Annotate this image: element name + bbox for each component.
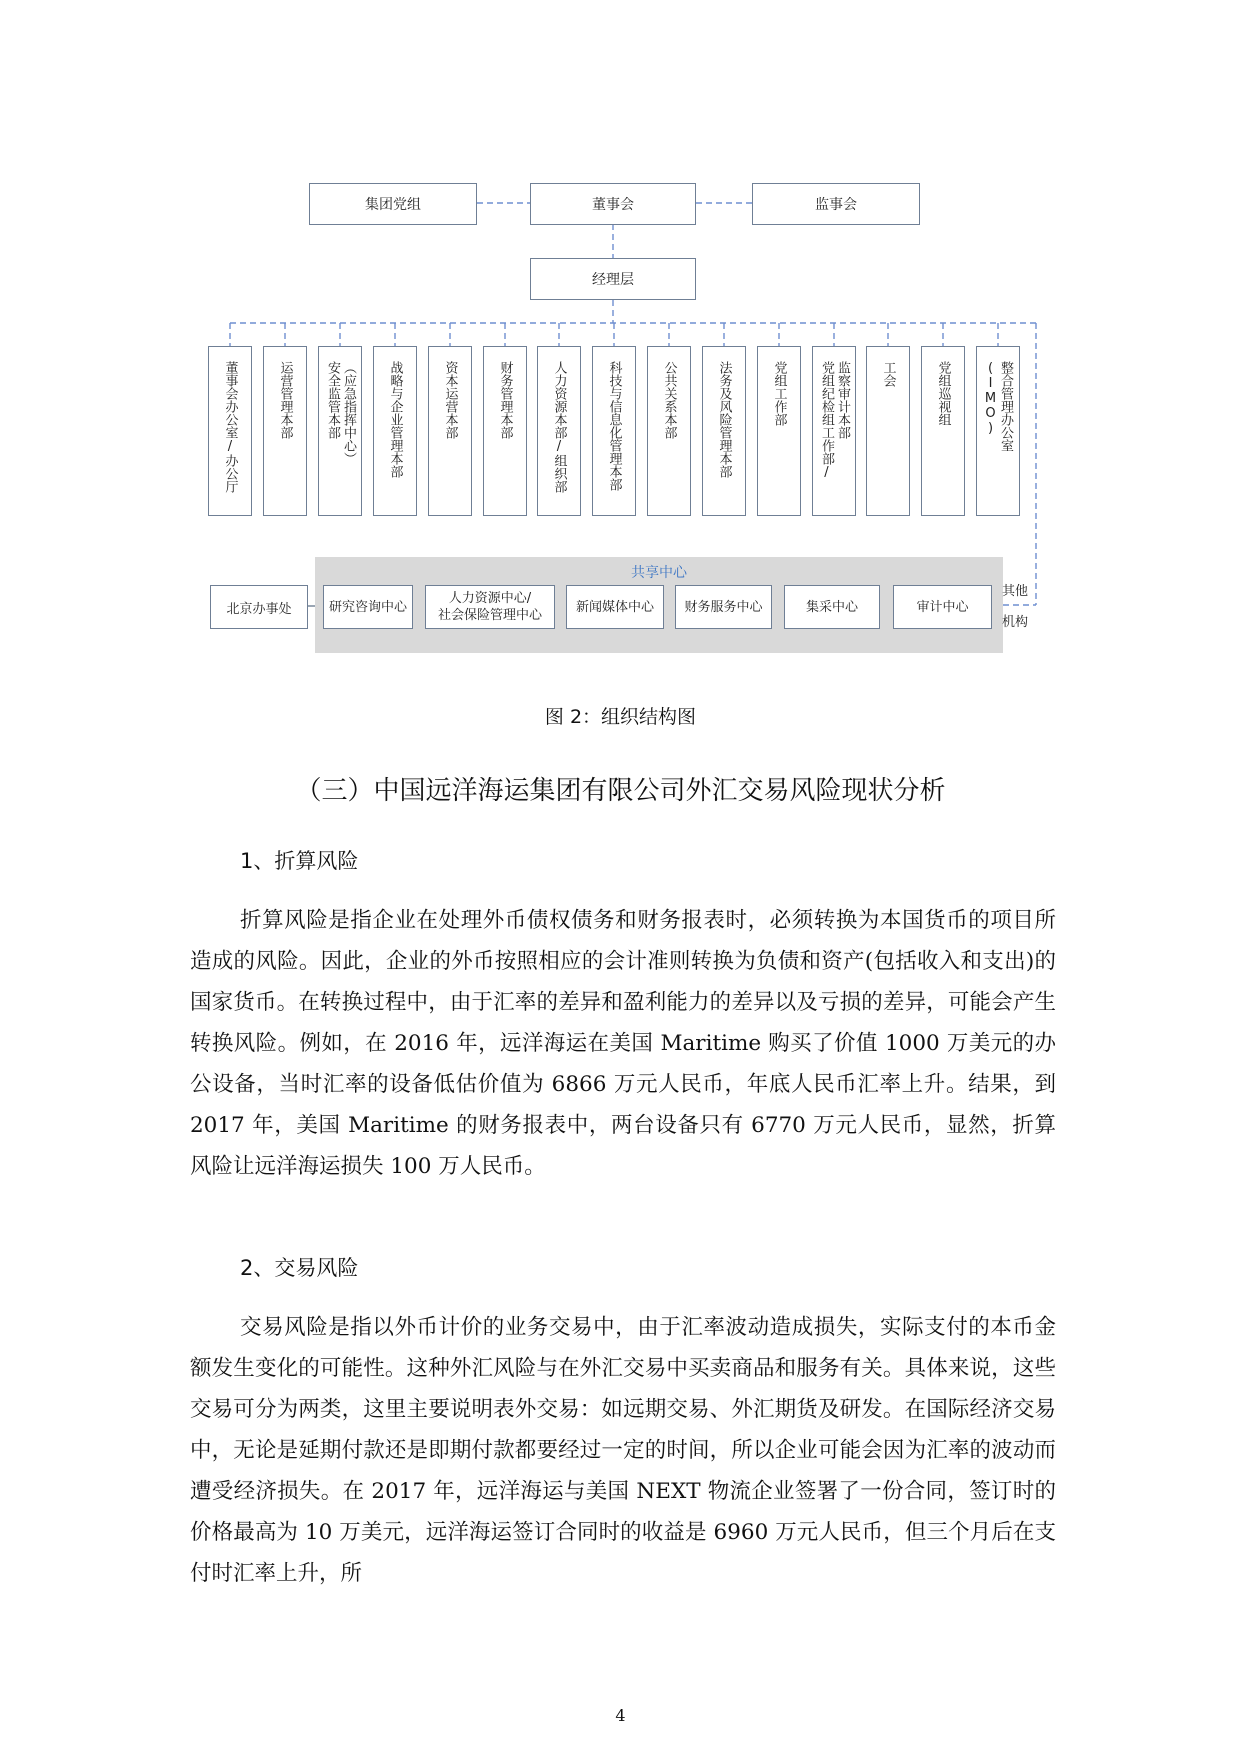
org-dept-label: 资本运营本部 bbox=[442, 361, 458, 439]
org-box-party-group bbox=[309, 183, 477, 225]
subheading-translation-risk: 1、折算风险 bbox=[240, 849, 359, 873]
shared-center-box bbox=[566, 585, 664, 629]
org-dept-label: 人力资源本部/组织部 bbox=[551, 361, 567, 493]
org-box-supervisors bbox=[752, 183, 920, 225]
org-dept bbox=[812, 346, 856, 516]
org-dept-label: 董事会办公室/办公厅 bbox=[222, 361, 238, 493]
org-dept bbox=[866, 346, 910, 516]
other-label-top: 其他 bbox=[1002, 584, 1029, 599]
org-box-label: 集团党组 bbox=[365, 197, 421, 213]
org-dept bbox=[921, 346, 965, 516]
org-dept-label: 工会 bbox=[880, 361, 896, 387]
org-dept-label: 战略与企业管理本部 bbox=[387, 361, 403, 478]
org-dept bbox=[647, 346, 691, 516]
org-dept-label: 党组工作部 bbox=[771, 361, 787, 426]
org-box-label: 监事会 bbox=[815, 197, 857, 213]
org-dept-label: 党组纪检组工作部/ bbox=[819, 361, 834, 480]
org-dept bbox=[373, 346, 417, 516]
org-dept bbox=[428, 346, 472, 516]
shared-center-box bbox=[323, 585, 413, 629]
org-dept-label: 运营管理本部 bbox=[277, 361, 293, 439]
other-label-bottom: 机构 bbox=[1002, 615, 1029, 630]
org-dept bbox=[757, 346, 801, 516]
shared-center-label: 新闻媒体中心 bbox=[575, 599, 654, 615]
shared-center-label: 财务服务中心 bbox=[684, 599, 763, 615]
org-dept-label: 公共关系本部 bbox=[661, 361, 677, 439]
shared-center-box bbox=[893, 585, 992, 629]
page-number: 4 bbox=[615, 1706, 626, 1725]
paragraph-translation-risk: 折算风险是指企业在处理外币债权债务和财务报表时，必须转换为本国货币的项目所造成的风险。因此，企业的外币按照相应的会计准则转换为负债和资产(包括收入和支出)的国家货币。在转换过程中，由于汇率的差异和盈利能力的差异以及亏损的差异，可能会产生转换风险。例如，在 2016 年，远洋海运在美国 Maritime 购买了价值 1000 万美元的办公设备，当时汇率的设备低估价值为 6866 万元人民币，年底人民币汇率上升。结果，到 2017 年，美国 Maritime 的财务报表中，两台设备只有 6770 万元人民币，显然，折算风险让远洋海运损失 100 万人民币。 bbox=[190, 908, 1056, 1179]
org-box-label: 经理层 bbox=[592, 272, 634, 288]
org-dept-label: 财务管理本部 bbox=[497, 361, 513, 439]
org-dept bbox=[318, 346, 362, 516]
org-dept-label: 安全监管本部 bbox=[325, 361, 340, 439]
figure-caption: 图 2：组织结构图 bbox=[544, 706, 697, 728]
org-dept bbox=[208, 346, 252, 516]
org-dept bbox=[976, 346, 1020, 516]
shared-center-label: 集采中心 bbox=[805, 599, 858, 615]
org-dept-label: （应急指挥中心） bbox=[341, 361, 356, 465]
org-box-beijing-office bbox=[210, 585, 308, 629]
shared-center-box bbox=[784, 585, 880, 629]
org-dept-label: 党组巡视组 bbox=[935, 361, 951, 426]
shared-center-box bbox=[425, 585, 555, 629]
paragraph-transaction-risk: 交易风险是指以外币计价的业务交易中，由于汇率波动造成损失，实际支付的本币金额发生变化的可能性。这种外汇风险与在外汇交易中买卖商品和服务有关。具体来说，这些交易可分为两类，这里主要说明表外交易：如远期交易、外汇期货及研发。在国际经济交易中，无论是延期付款还是即期付款都要经过一定的时间，所以企业可能会因为汇率的波动而遭受经济损失。在 2017 年，远洋海运与美国 NEXT 物流企业签署了一份合同，签订时的价格最高为 10 万美元，远洋海运签订合同时的收益是 6960 万元人民币，但三个月后在支付时汇率上升，所 bbox=[190, 1315, 1056, 1586]
org-dept bbox=[537, 346, 581, 516]
org-dept-label: 法务及风险管理本部 bbox=[716, 361, 732, 478]
subheading-transaction-risk: 2、交易风险 bbox=[240, 1256, 359, 1280]
shared-center-title: 共享中心 bbox=[631, 565, 687, 581]
org-dept-label: 整合管理办公室(IMO) bbox=[983, 361, 1013, 452]
org-chart bbox=[0, 0, 1241, 680]
org-box-board bbox=[530, 183, 696, 225]
shared-center-label: 研究咨询中心 bbox=[328, 599, 407, 615]
shared-center-label: 审计中心 bbox=[916, 599, 969, 615]
org-dept bbox=[702, 346, 746, 516]
shared-center-box bbox=[675, 585, 772, 629]
org-dept-label: 科技与信息化管理本部 bbox=[606, 361, 622, 491]
org-box-label: 董事会 bbox=[592, 197, 634, 213]
org-dept-label: 监察审计本部 bbox=[835, 361, 850, 439]
shared-center-label: 人力资源中心/ bbox=[448, 591, 532, 606]
section-title: （三）中国远洋海运集团有限公司外汇交易风险现状分析 bbox=[295, 776, 946, 806]
org-box-label: 北京办事处 bbox=[226, 601, 292, 617]
org-dept bbox=[263, 346, 307, 516]
org-dept bbox=[483, 346, 527, 516]
shared-center-label: 社会保险管理中心 bbox=[437, 608, 542, 623]
org-box-manager bbox=[530, 258, 696, 300]
org-dept bbox=[592, 346, 636, 516]
